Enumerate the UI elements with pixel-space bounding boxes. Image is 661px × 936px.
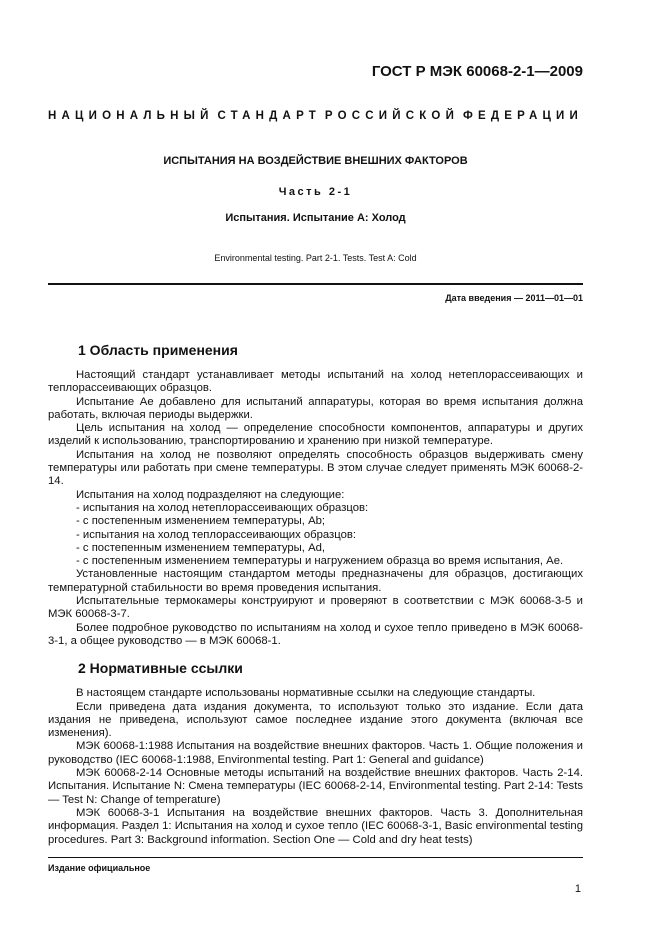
banner-word: СТАНДАРТ <box>217 110 322 122</box>
banner-word: ФЕДЕРАЦИИ <box>462 110 583 122</box>
reference-entry: МЭК 60068-2-14 Основные методы испытаний на воздействие внешних факторов. Часть 2-14. Испытания. Испытание N: Смена температуры (IEC 60068-2-14, Environmental testing. Part 2-14: Tests — Test N: Change of temperature) <box>48 767 583 806</box>
paragraph: Более подробное руководство по испытаниям на холод и сухое тепло приведено в МЭК 60068-3-1, а общее руководство — в МЭК 60068-1. <box>48 621 583 647</box>
paragraph: Испытания на холод подразделяют на следующие: <box>76 488 345 501</box>
reference-entry: МЭК 60068-1:1988 Испытания на воздействие внешних факторов. Часть 1. Общие положения и руководство (IEC 60068-1:1988, Environmental testing. Part 1: General and guidance) <box>48 740 583 766</box>
paragraph: Настоящий стандарт устанавливает методы испытаний на холод нетеплорассеивающих и теплорассеивающих образцов. <box>48 369 583 395</box>
document-body <box>48 0 583 916</box>
document-subtitle: Испытания. Испытание А: Холод <box>225 212 406 224</box>
paragraph: Испытание Ae добавлено для испытаний аппаратуры, которая во время испытания должна работать, включая периоды выдержки. <box>48 395 583 421</box>
banner-word: НАЦИОНАЛЬНЫЙ <box>48 110 214 122</box>
edition-label: Издание официальное <box>48 863 151 874</box>
reference-entry: МЭК 60068-3-1 Испытания на воздействие внешних факторов. Часть 3. Дополнительная информация. Раздел 1: Испытания на холод и сухое тепло (IEC 60068-3-1, Basic environmental testing procedures. Part 3: Background information. Section One — Cold and dry heat tests) <box>48 806 583 846</box>
section-2-heading: 2 Нормативные ссылки <box>78 660 243 677</box>
effective-date: Дата введения — 2011—01—01 <box>445 293 583 303</box>
page-number: 1 <box>574 883 581 896</box>
paragraph: Установленные настоящим стандартом методы предназначены для образцов, достигающих температурной стабильности во время проведения испытания. <box>48 568 583 594</box>
footer-divider <box>48 857 583 859</box>
section-2-body <box>48 687 583 847</box>
paragraph: Испытательные термокамеры конструируют и проверяют в соответствии с МЭК 60068-3-5 и МЭК 60068-3-7. <box>48 595 583 621</box>
list-item: - испытания на холод нетеплорассеивающих образцов: <box>76 501 369 514</box>
standard-code: ГОСТ Р МЭК 60068-2-1—2009 <box>371 63 583 80</box>
paragraph: Если приведена дата издания документа, то используют только это издание. Если дата издания не приведена, используют самое последнее издание этого документа (включая все изменения). <box>48 700 583 740</box>
document-part: Часть 2-1 <box>278 186 353 198</box>
list-item: - с постепенным изменением температуры, Ab; <box>76 515 326 528</box>
paragraph: В настоящем стандарте использованы нормативные ссылки на следующие стандарты. <box>76 687 536 700</box>
list-item: - с постепенным изменением температуры и нагружением образца во время испытания, Ae. <box>76 555 564 568</box>
banner-word: РОССИЙСКОЙ <box>324 110 460 122</box>
paragraph: Цель испытания на холод — определение способности компонентов, аппаратуры и других изделий к использованию, транспортированию и хранению при низкой температуре. <box>48 422 583 448</box>
section-1-heading: 1 Область применения <box>78 342 238 358</box>
list-item: - испытания на холод теплорассеивающих образцов: <box>76 528 356 541</box>
section-1-body <box>48 369 583 648</box>
paragraph: Испытания на холод не позволяют определять способность образцов выдерживать смену температуры или работать при смене температуры. В этом случае следует применять МЭК 60068-2-14. <box>48 448 583 488</box>
document-title: ИСПЫТАНИЯ НА ВОЗДЕЙСТВИЕ ВНЕШНИХ ФАКТОРОВ <box>163 155 468 167</box>
english-title: Environmental testing. Part 2-1. Tests. Test A: Cold <box>214 253 417 263</box>
list-item: - с постепенным изменением температуры, Ad, <box>76 541 326 554</box>
